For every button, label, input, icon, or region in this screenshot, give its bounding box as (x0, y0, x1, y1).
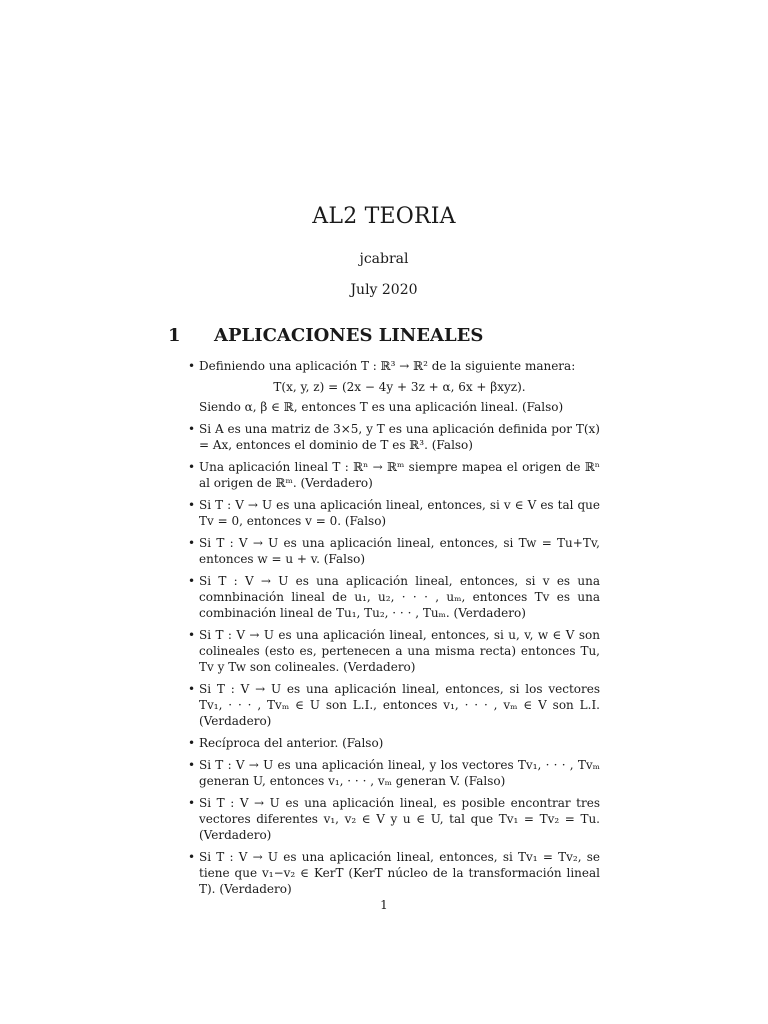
list-item (188, 627, 600, 675)
list-item-text: Si T : V → U es una aplicación lineal, entonces, si v es una comnbinación lineal de u₁, u₂, · · · , uₘ, entonces Tv es una combinación lineal de Tu₁, Tu₂, · · · , Tuₘ. (Verdadero) (199, 574, 600, 620)
list-item (188, 573, 600, 621)
list-item-text: Si T : V → U es una aplicación lineal, y los vectores Tv₁, · · · , Tvₘ generan U, entonces v₁, · · · , vₘ generan V. (Falso) (199, 758, 600, 788)
section-number: 1 (168, 325, 181, 346)
list-item (188, 358, 600, 415)
list-item-text: Una aplicación lineal T : ℝⁿ → ℝᵐ siempre mapea el origen de ℝⁿ al origen de ℝᵐ. (Verdadero) (199, 460, 600, 490)
list-item-text: Si T : V → U es una aplicación lineal, entonces, si los vectores Tv₁, · · · , Tvₘ ∈ U son L.I., entonces v₁, · · · , vₘ ∈ V son L.I. (Verdadero) (199, 682, 600, 728)
list-item-text: Siendo α, β ∈ ℝ, entonces T es una aplicación lineal. (Falso) (199, 400, 564, 414)
list-item-text: Si T : V → U es una aplicación lineal, entonces, si Tw = Tu+Tv, entonces w = u + v. (Falso) (199, 536, 600, 566)
list-item-text: Si A es una matriz de 3×5, y T es una aplicación definida por T(x) = Ax, entonces el dominio de T es ℝ³. (Falso) (199, 422, 600, 452)
statement-list (188, 358, 600, 903)
section-title: APLICACIONES LINEALES (214, 325, 484, 346)
author: jcabral (359, 251, 409, 267)
list-item (188, 497, 600, 529)
equation: T(x, y, z) = (2x − 4y + 3z + α, 6x + βxyz). (273, 380, 526, 394)
section-heading (168, 325, 608, 346)
list-item (188, 535, 600, 567)
list-item (188, 795, 600, 843)
list-item-text: • Definiendo una aplicación T : ℝ³ → ℝ² de la siguiente manera: (199, 359, 576, 373)
list-item (188, 681, 600, 729)
list-item-text: Recíproca del anterior. (Falso) (199, 736, 384, 750)
list-item-text: Si T : V → U es una aplicación lineal, entonces, si Tv₁ = Tv₂, se tiene que v₁−v₂ ∈ KerT (KerT núcleo de la transformación lineal T). (Verdadero) (199, 850, 600, 896)
list-item-text: Si T : V → U es una aplicación lineal, entonces, si v ∈ V es tal que Tv = 0, entonces v = 0. (Falso) (199, 498, 600, 528)
list-item (188, 735, 600, 751)
list-item-text: Si T : V → U es una aplicación lineal, es posible encontrar tres vectores diferentes v₁, v₂ ∈ V y u ∈ U, tal que Tv₁ = Tv₂ = Tu. (Verdadero) (199, 796, 600, 842)
list-item (188, 459, 600, 491)
list-item (188, 757, 600, 789)
page-number: 1 (380, 898, 388, 912)
list-item (188, 849, 600, 897)
list-item (188, 421, 600, 453)
list-item-text: Si T : V → U es una aplicación lineal, entonces, si u, v, w ∈ V son colineales (esto es, pertenecen a una misma recta) entonces Tu, Tv y Tw son colineales. (Verdadero) (199, 628, 600, 674)
date: July 2020 (350, 282, 418, 298)
document-title: AL2 TEORIA (312, 204, 456, 229)
